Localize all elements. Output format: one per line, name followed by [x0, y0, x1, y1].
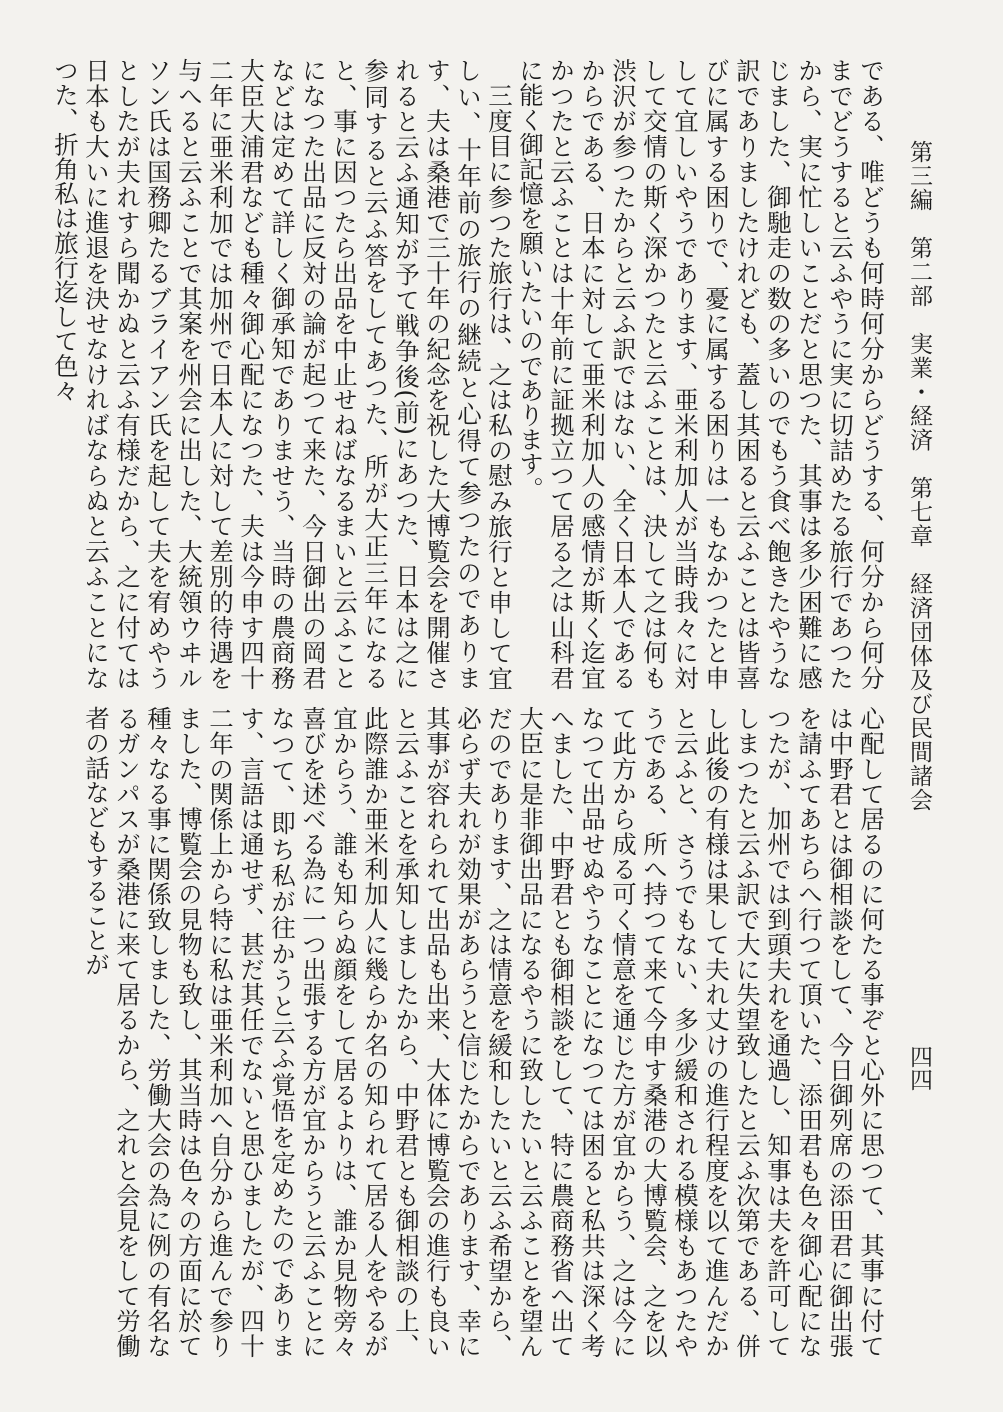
paragraph: である、唯どうも何時何分からどうする、何分から何分までどうすると云ふやうに実に切詰めたる旅行であつたから、実に忙しいことだと思つた、其事は多少困難に感じました、御馳走の数の多いのでもう食べ飽きたやうな訳でありましたけれども、蓋し其困ると云ふことは皆喜びに属する困りで、憂に属する困りは一もなかつたと申して宜しいやうであります、亜米利加人が当時我々に対して交情の斯く深かつたと云ふことは、決して之は何も渋沢が参つたからと云ふ訳ではない、全く日本人であるからである、日本に対して亜米利加人の感情が斯く迄宜かつたと云ふことは十年前に証拠立つて居る之は山科君に能く御記憶を願いたいのであります。 [516, 58, 886, 690]
lower-text-block [82, 706, 887, 1358]
paragraph: 三度目に参つた旅行は、之は私の慰み旅行と申して宜しい、十年前の旅行の継続と心得て参つたのであります、夫は桑港で三十年の紀念を祝した大博覧会を開催されると云ふ通知が予て戦争後(前)にあつた、日本は之に参同すると云ふ答をしてあつた、所が大正三年になると、事に因つたら出品を中止せねばなるまいと云ふことになつた出品に反対の論が起つて来た、今日御出の岡君などは定めて詳しく御承知でありませう、当時の農商務大臣大浦君なども種々御心配になつた、夫は今申す四十二年に亜米利加では加州で日本人に対して差別的待遇を与へると云ふことで其案を州会に出した、大統領ウヰルソン氏は国務卿たるブライアン氏を起して夫を宥めやうとしたが夫れすら聞かぬと云ふ有様だから、之に付ては日本も大いに進退を決せなければならぬと云ふことになつた、折角私は旅行迄して色々 [51, 58, 514, 690]
paragraph: 心配して居るのに何たる事ぞと心外に思つて、其事に付ては中野君とは御相談をして、今日御列席の添田君に御出張を請ふてあちらへ行つて頂いた、添田君も色々御心配になつたが、加州では到頭夫れを通過し、知事は夫を許可してしまつたと云ふ訳で大に失望致したと云ふ次第である、併し此後の有様は果して夫れ丈けの進行程度を以て進んだかと云ふと、さうでもない、多少緩和される模様もあつたやうである、所へ持つて来て今申す桑港の大博覧会、之を以て此方から成る可く情意を通じた方が宜からう、之は今になつて出品せぬやうなことになつては困ると私共は深く考へました、中野君とも御相談をして、特に農商務省へ出て大臣に是非御出品になるやうに致したいと云ふことを望んだのであります、之は情意を緩和したいと云ふ希望から、必らず夫れが効果があらうと信じたからであります、幸に其事が容れられて出品も出来、大体に博覧会の進行も良いと云ふことを承知しましたから、中野君とも御相談の上、此際誰か亜米利加人に幾らか名の知られて居る人をやるが宜からう、誰も知らぬ顔をして居るよりは、誰か見物旁々喜びを述べる為に一つ出張する方が宜からうと云ふことになつて、即ち私が往かうと云ふ覚悟を定めたのであります、言語は通せず、甚だ其任でないと思ひましたが、四十二年の関係上から特に私は亜米利加へ自分から進んで参りました、博覧会の見物も致し、其当時は色々の方面に於て種々なる事に関係致しました、労働大会の為に例の有名なるガンパスが桑港に来て居るから、之れと会見をして労働者の話などもすることが [82, 706, 886, 1358]
page-number: 四四 [906, 1045, 932, 1091]
upper-text-block [51, 58, 887, 690]
running-header: 第三編 第二部 実業・経済 第七章 経済団体及び民間諸会 [906, 140, 932, 812]
